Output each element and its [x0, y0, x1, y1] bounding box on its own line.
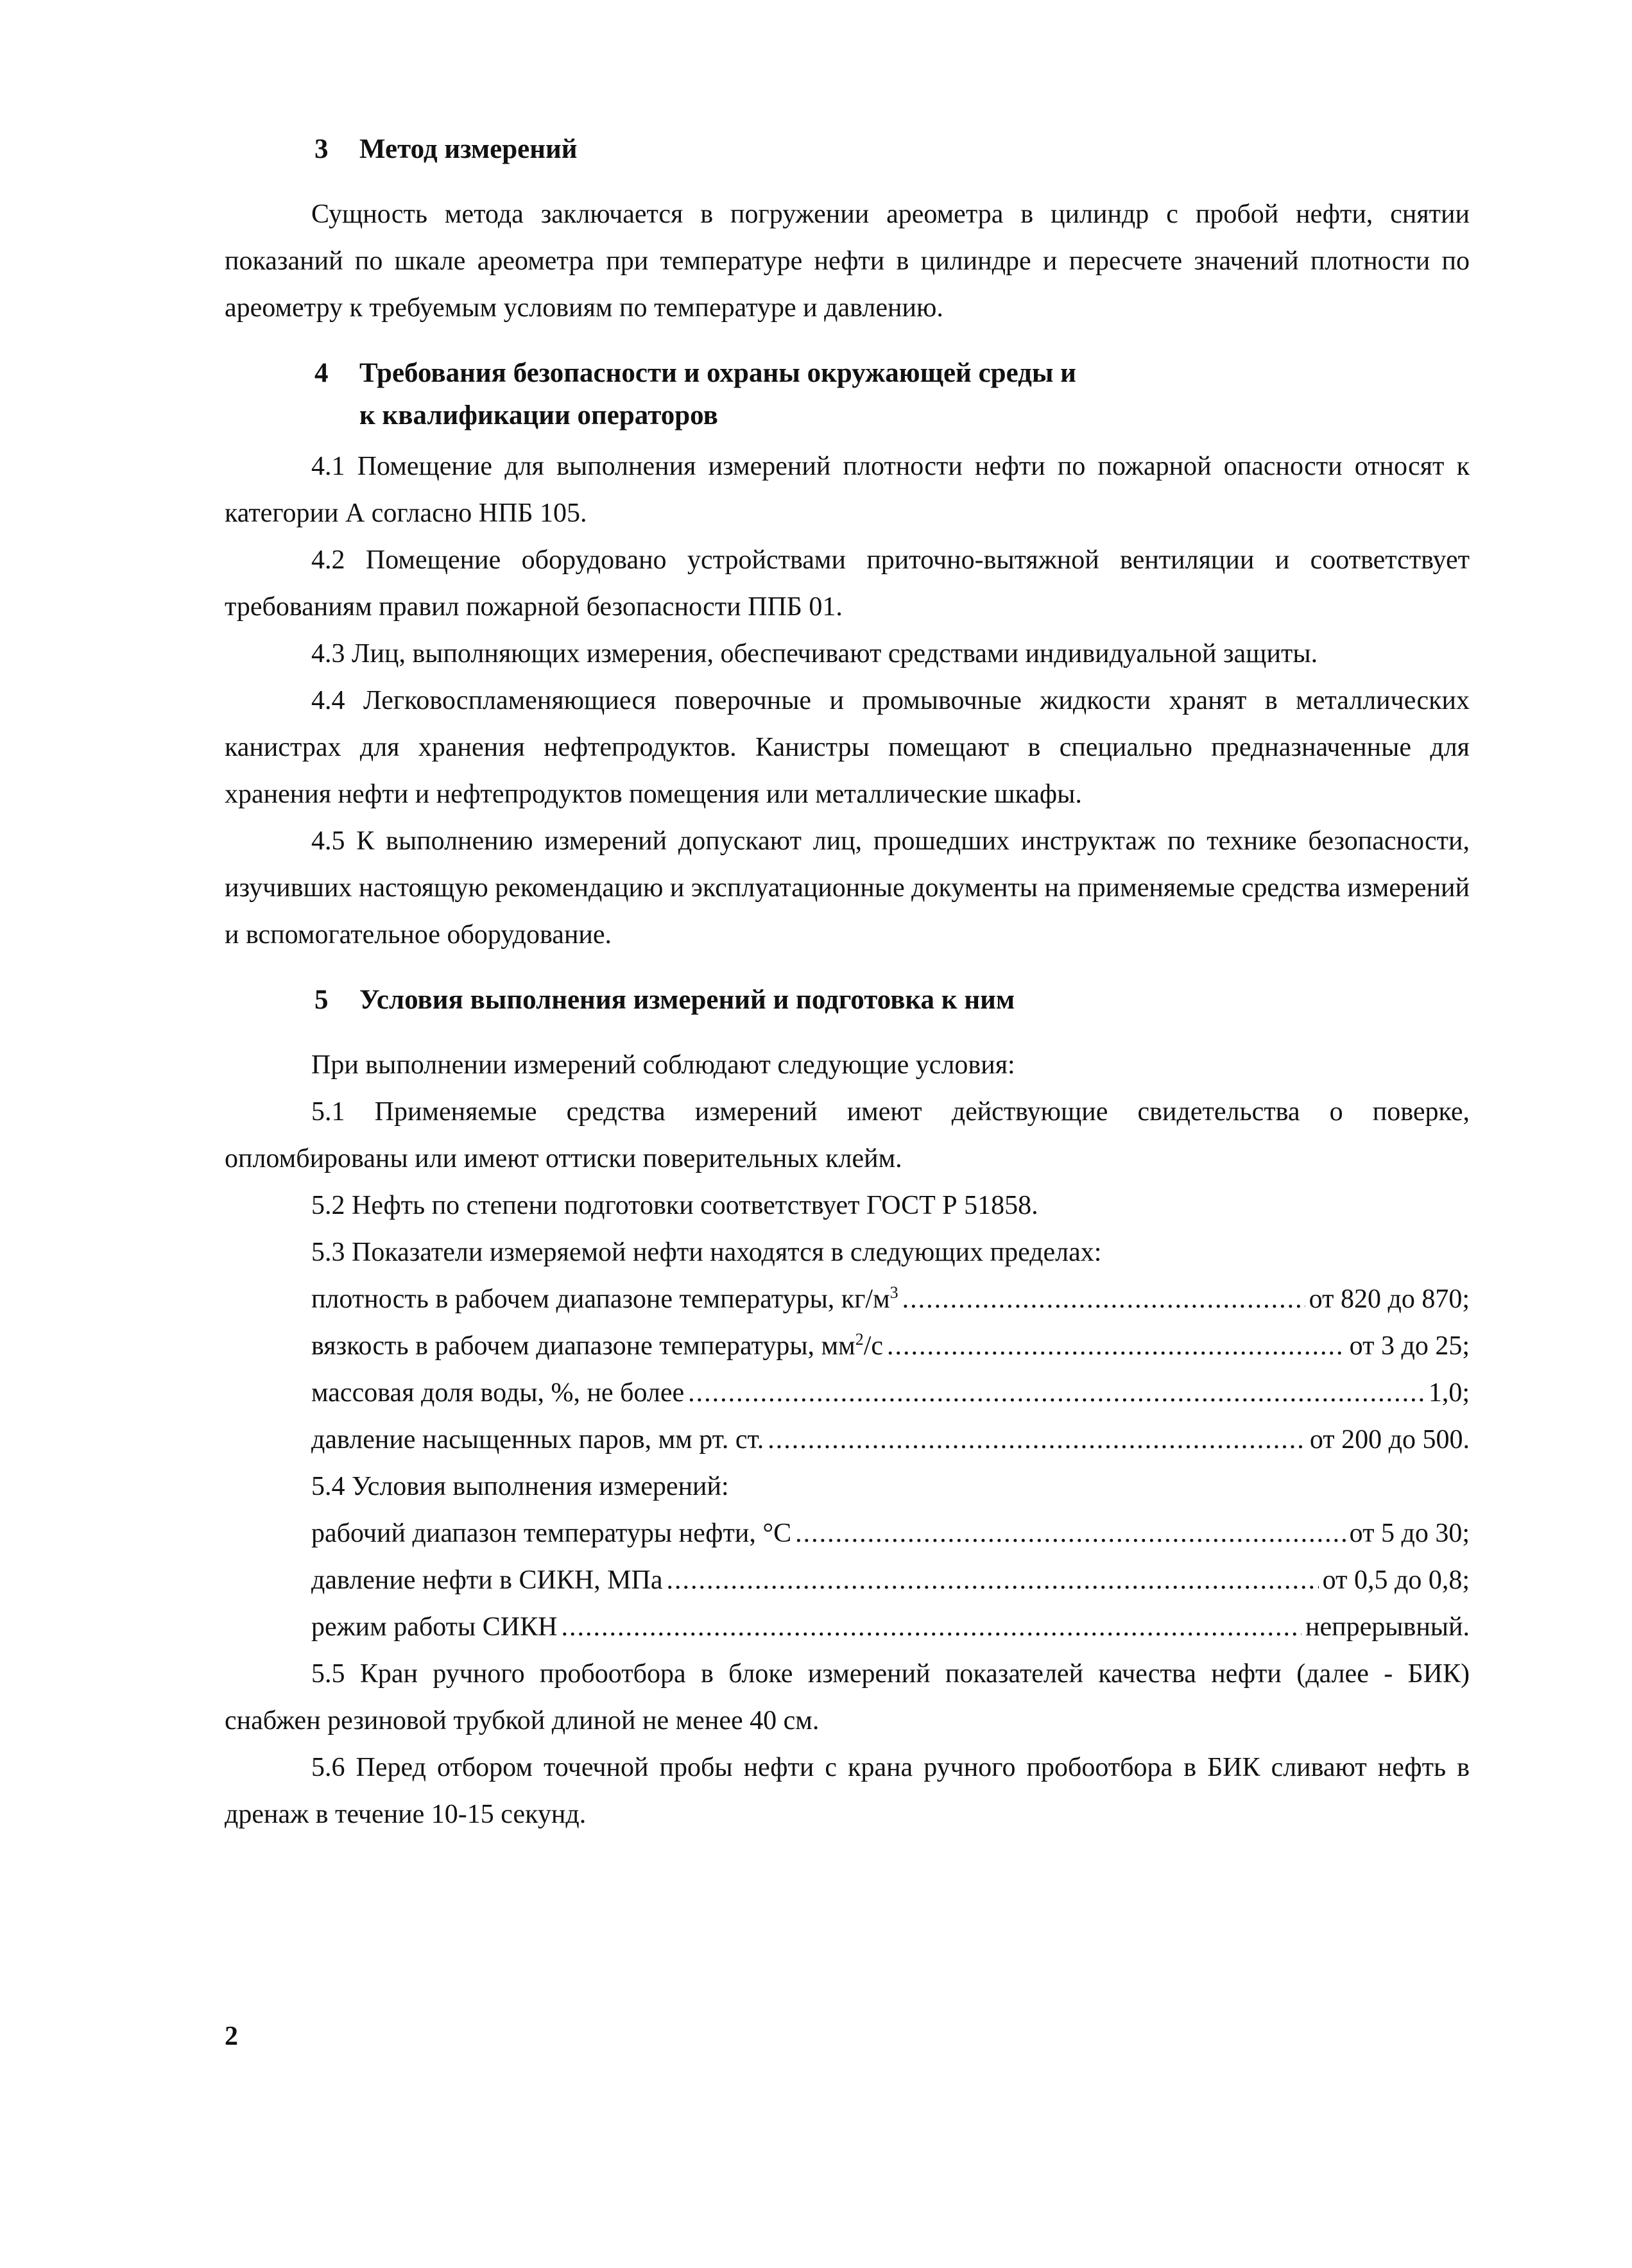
- section-5-title: Условия выполнения измерений и подготовка к ним: [359, 985, 1015, 1015]
- condition-label: давление нефти в СИКН, МПа: [311, 1565, 663, 1595]
- section-5-heading: [225, 979, 1470, 1021]
- indicator-label: вязкость в рабочем диапазоне температуры, мм: [311, 1331, 855, 1361]
- paragraph-4-4: 4.4 Легковоспламеняющиеся поверочные и промывочные жидкости хранят в металлических канистрах для хранения нефтепродуктов. Канистры помещают в специально предназначенные для хранения нефти и нефтепродуктов помещения или металлические шкафы.: [225, 686, 1470, 809]
- condition-row: [225, 1604, 1470, 1651]
- dot-leader: [667, 1557, 1319, 1604]
- dot-leader: [561, 1604, 1301, 1651]
- condition-row: [225, 1557, 1470, 1604]
- section-4-number: 4: [314, 358, 329, 388]
- section-5-intro: При выполнении измерений соблюдают следующие условия:: [311, 1050, 1015, 1080]
- section-4-heading: [225, 352, 1470, 395]
- paragraph-5-4: 5.4 Условия выполнения измерений:: [311, 1472, 729, 1501]
- paragraph-4-5: 4.5 К выполнению измерений допускают лиц, прошедших инструктаж по технике безопасности, изучивших настоящую рекомендацию и эксплуатационные документы на применяемые средства измерений и вспомогательное оборудование.: [225, 826, 1470, 950]
- condition-value: от 5 до 30;: [1349, 1519, 1470, 1548]
- condition-label: режим работы СИКН: [311, 1612, 558, 1642]
- indicator-label: давление насыщенных паров, мм рт. ст.: [311, 1425, 764, 1454]
- condition-row: [225, 1510, 1470, 1557]
- page-number: 2: [225, 2022, 238, 2051]
- indicator-row: вязкость в рабочем диапазоне температуры, $мм^2/с$ ..... от 3 до 25;: [225, 1323, 1470, 1370]
- paragraph-5-1: 5.1 Применяемые средства измерений имеют действующие свидетельства о поверке, опломбированы или имеют оттиски поверительных клейм.: [225, 1097, 1470, 1173]
- paragraph-5-5: 5.5 Кран ручного пробоотбора в блоке измерений показателей качества нефти (далее - БИК) снабжен резиновой трубкой длиной не менее 40 см.: [225, 1659, 1470, 1735]
- dot-leader: [795, 1510, 1346, 1557]
- indicator-label: плотность в рабочем диапазоне температуры, кг/м: [311, 1284, 890, 1314]
- section-3-number: 3: [314, 134, 329, 164]
- section-3-heading: [225, 128, 1470, 171]
- condition-value: от 0,5 до 0,8;: [1322, 1565, 1470, 1595]
- indicator-value: от 200 до 500.: [1309, 1425, 1470, 1454]
- section-4-title-line1: Требования безопасности и охраны окружающей среды и: [359, 358, 1076, 388]
- paragraph-4-2: 4.2 Помещение оборудовано устройствами приточно-вытяжной вентиляции и соответствует требованиям правил пожарной безопасности ППБ 01.: [225, 545, 1470, 622]
- dot-leader: [902, 1276, 1305, 1323]
- paragraph-4-3: 4.3 Лиц, выполняющих измерения, обеспечивают средствами индивидуальной защиты.: [311, 639, 1318, 669]
- indicator-superscript: 2: [855, 1330, 864, 1349]
- section-3-text: Сущность метода заключается в погружении ареометра в цилиндр с пробой нефти, снятии показаний по шкале ареометра при температуре нефти в цилиндре и пересчете значений плотности по ареометру к требуемым условиям по температуре и давлению.: [225, 200, 1470, 323]
- dot-leader: [768, 1417, 1306, 1463]
- indicator-value: от 3 до 25;: [1349, 1331, 1470, 1361]
- paragraph-4-1: 4.1 Помещение для выполнения измерений плотности нефти по пожарной опасности относят к категории А согласно НПБ 105.: [225, 452, 1470, 528]
- indicator-value: от 820 до 870;: [1309, 1284, 1470, 1314]
- indicator-row: [225, 1276, 1470, 1323]
- section-3-title: Метод измерений: [359, 134, 578, 164]
- paragraph-5-3: 5.3 Показатели измеряемой нефти находятся в следующих пределах:: [311, 1238, 1102, 1267]
- indicator-label: массовая доля воды, %, не более: [311, 1378, 685, 1408]
- indicator-row: [225, 1417, 1470, 1463]
- dot-leader: [688, 1370, 1425, 1417]
- condition-label: рабочий диапазон температуры нефти, °С: [311, 1519, 792, 1548]
- section-5-number: 5: [314, 985, 329, 1015]
- indicator-value: 1,0;: [1428, 1378, 1470, 1408]
- dot-leader: [887, 1323, 1346, 1370]
- indicator-superscript: 3: [889, 1283, 898, 1302]
- paragraph-5-2: 5.2 Нефть по степени подготовки соответствует ГОСТ Р 51858.: [311, 1191, 1038, 1220]
- condition-value: непрерывный.: [1305, 1612, 1470, 1642]
- indicator-row: [225, 1370, 1470, 1417]
- paragraph-5-6: 5.6 Перед отбором точечной пробы нефти с крана ручного пробоотбора в БИК сливают нефть в дренаж в течение 10-15 секунд.: [225, 1753, 1470, 1829]
- document-page: [225, 128, 1470, 1838]
- section-4-title-line2: к квалификации операторов: [359, 400, 718, 431]
